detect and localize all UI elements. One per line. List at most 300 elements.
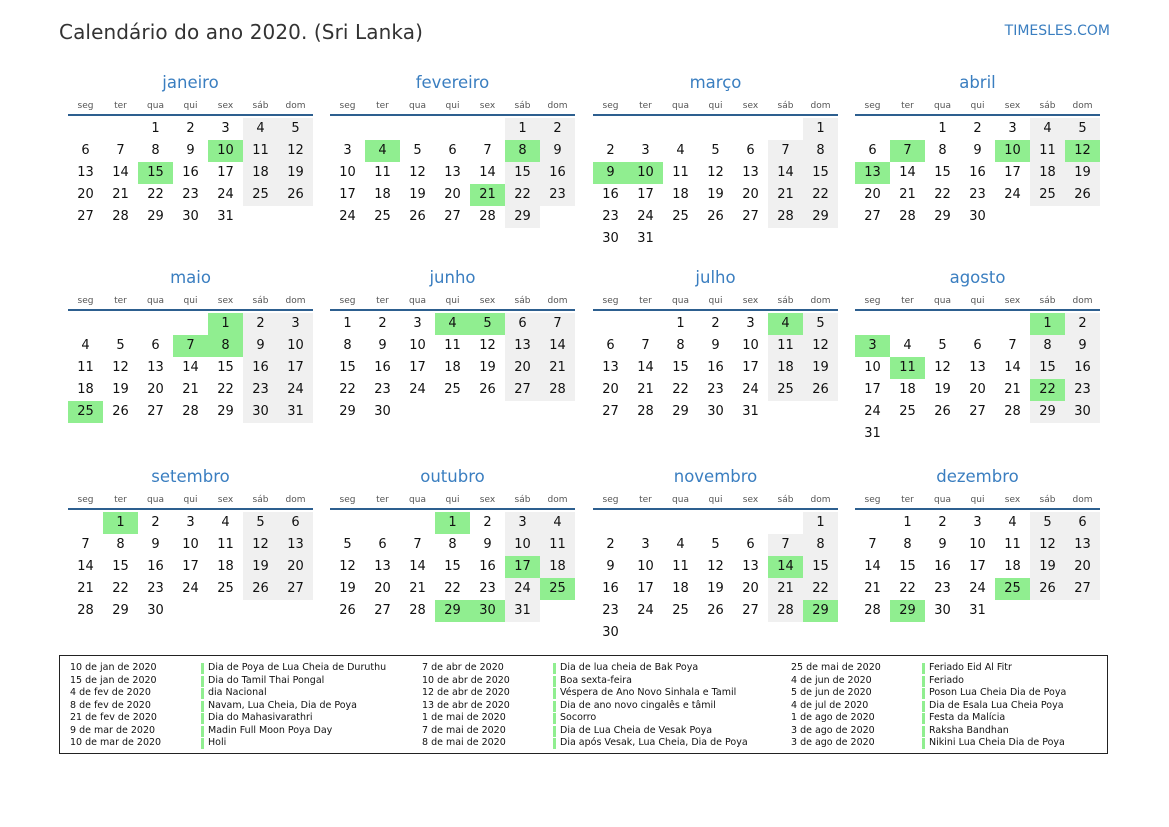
days-grid bbox=[593, 313, 838, 423]
day-cell: 4 bbox=[1008, 515, 1017, 530]
day-cell: 20 bbox=[77, 187, 94, 202]
day-cell: 7 bbox=[413, 537, 422, 552]
holiday-day-cell: 7 bbox=[890, 140, 925, 162]
day-cell: 20 bbox=[1065, 556, 1100, 578]
holiday-day-cell: 9 bbox=[593, 162, 628, 184]
days-grid bbox=[593, 118, 838, 250]
weekday-label: ter bbox=[901, 296, 914, 306]
day-cell: 17 bbox=[182, 559, 199, 574]
empty-cell bbox=[995, 313, 1030, 335]
day-cell: 17 bbox=[409, 360, 426, 375]
legend-holiday-name: Socorro bbox=[560, 712, 597, 723]
holiday-day-cell: 29 bbox=[890, 600, 925, 622]
weekday-label: dom bbox=[547, 495, 568, 505]
day-cell: 16 bbox=[602, 187, 619, 202]
day-cell: 1 bbox=[803, 118, 838, 140]
day-cell: 6 bbox=[151, 338, 160, 353]
day-cell: 9 bbox=[606, 559, 615, 574]
day-cell: 24 bbox=[864, 404, 881, 419]
holiday-day-cell: 21 bbox=[470, 184, 505, 206]
legend-holiday-name: dia Nacional bbox=[208, 687, 267, 698]
day-cell: 24 bbox=[969, 581, 986, 596]
weekday-label: sex bbox=[479, 296, 496, 306]
day-cell: 26 bbox=[934, 404, 951, 419]
weekday-header bbox=[68, 100, 313, 116]
day-cell: 23 bbox=[147, 581, 164, 596]
month-name: junho bbox=[429, 268, 476, 287]
empty-cell bbox=[733, 512, 768, 534]
day-cell: 20 bbox=[505, 357, 540, 379]
empty-cell bbox=[435, 118, 470, 140]
day-cell: 20 bbox=[147, 382, 164, 397]
legend-date: 10 de abr de 2020 bbox=[422, 674, 510, 686]
weekday-label: ter bbox=[639, 495, 652, 505]
day-cell: 27 bbox=[602, 404, 619, 419]
weekday-label: dom bbox=[810, 296, 831, 306]
day-cell: 21 bbox=[409, 581, 426, 596]
day-cell: 2 bbox=[711, 316, 720, 331]
day-cell: 12 bbox=[707, 165, 724, 180]
day-cell: 31 bbox=[278, 401, 313, 423]
weekday-label: dom bbox=[810, 101, 831, 111]
day-cell: 16 bbox=[479, 559, 496, 574]
days-grid bbox=[68, 118, 313, 228]
day-cell: 28 bbox=[768, 600, 803, 622]
day-cell: 6 bbox=[746, 143, 755, 158]
day-cell: 7 bbox=[868, 537, 877, 552]
day-cell: 11 bbox=[243, 140, 278, 162]
day-cell: 12 bbox=[934, 360, 951, 375]
legend-color-marker bbox=[922, 726, 925, 737]
day-cell: 13 bbox=[278, 534, 313, 556]
empty-cell bbox=[68, 512, 103, 534]
legend-date: 4 de jun de 2020 bbox=[791, 674, 872, 686]
legend-color-marker bbox=[553, 726, 556, 737]
day-cell: 11 bbox=[1004, 537, 1021, 552]
legend-date: 13 de abr de 2020 bbox=[422, 699, 510, 711]
empty-cell bbox=[103, 313, 138, 335]
legend-holiday-name: Holi bbox=[208, 737, 227, 748]
day-cell: 11 bbox=[444, 338, 461, 353]
weekday-label: qua bbox=[147, 101, 164, 111]
weekday-label: sex bbox=[217, 296, 234, 306]
day-cell: 31 bbox=[505, 600, 540, 622]
legend-holiday-name: Feriado Eid Al Fitr bbox=[929, 662, 1012, 673]
weekday-label: qua bbox=[934, 296, 951, 306]
legend-row bbox=[422, 725, 742, 738]
legend-row bbox=[70, 712, 390, 725]
day-cell: 2 bbox=[606, 143, 615, 158]
day-cell: 27 bbox=[742, 603, 759, 618]
day-cell: 5 bbox=[938, 338, 947, 353]
weekday-label: sáb bbox=[514, 101, 531, 111]
legend-date: 25 de mai de 2020 bbox=[791, 662, 881, 673]
empty-cell bbox=[733, 118, 768, 140]
weekday-label: qui bbox=[708, 296, 723, 306]
day-cell: 16 bbox=[934, 559, 951, 574]
day-cell: 27 bbox=[374, 603, 391, 618]
day-cell: 13 bbox=[969, 360, 986, 375]
day-cell: 20 bbox=[374, 581, 391, 596]
weekday-label: sex bbox=[217, 495, 234, 505]
legend-date: 10 de mar de 2020 bbox=[70, 737, 162, 748]
day-cell: 4 bbox=[81, 338, 90, 353]
empty-cell bbox=[855, 512, 890, 534]
legend-holiday-name: Véspera de Ano Novo Sinhala e Tamil bbox=[560, 687, 737, 698]
day-cell: 15 bbox=[803, 556, 838, 578]
day-cell: 26 bbox=[1065, 184, 1100, 206]
day-cell: 21 bbox=[864, 581, 881, 596]
day-cell: 13 bbox=[742, 165, 759, 180]
day-cell: 9 bbox=[151, 537, 160, 552]
site-link[interactable]: TIMESLES.COM bbox=[1004, 23, 1110, 39]
day-cell: 11 bbox=[374, 165, 391, 180]
month-janeiro bbox=[68, 70, 313, 228]
legend-date: 5 de jun de 2020 bbox=[791, 687, 872, 698]
day-cell: 5 bbox=[116, 338, 125, 353]
day-cell: 5 bbox=[1065, 118, 1100, 140]
day-cell: 11 bbox=[768, 335, 803, 357]
weekday-label: sáb bbox=[514, 296, 531, 306]
day-cell: 10 bbox=[409, 338, 426, 353]
day-cell: 28 bbox=[637, 404, 654, 419]
weekday-label: seg bbox=[602, 495, 619, 505]
day-cell: 30 bbox=[707, 404, 724, 419]
day-cell: 13 bbox=[742, 559, 759, 574]
day-cell: 9 bbox=[938, 537, 947, 552]
weekday-label: qua bbox=[147, 296, 164, 306]
weekday-label: qui bbox=[708, 101, 723, 111]
day-cell: 20 bbox=[864, 187, 881, 202]
day-cell: 3 bbox=[413, 316, 422, 331]
day-cell: 14 bbox=[409, 559, 426, 574]
empty-cell bbox=[628, 313, 663, 335]
month-setembro bbox=[68, 464, 313, 622]
month-name: maio bbox=[170, 268, 211, 287]
day-cell: 17 bbox=[637, 581, 654, 596]
day-cell: 20 bbox=[742, 187, 759, 202]
day-cell: 22 bbox=[505, 184, 540, 206]
day-cell: 25 bbox=[217, 581, 234, 596]
day-cell: 15 bbox=[112, 559, 129, 574]
legend-holiday-name: Feriado bbox=[929, 674, 964, 686]
legend-row bbox=[791, 675, 1111, 688]
weekday-header bbox=[593, 494, 838, 510]
weekday-label: sex bbox=[742, 101, 759, 111]
empty-cell bbox=[698, 512, 733, 534]
day-cell: 3 bbox=[343, 143, 352, 158]
day-cell: 3 bbox=[221, 121, 230, 136]
day-cell: 22 bbox=[147, 187, 164, 202]
day-cell: 24 bbox=[409, 382, 426, 397]
day-cell: 23 bbox=[969, 187, 986, 202]
weekday-label: qua bbox=[672, 495, 689, 505]
day-cell: 10 bbox=[864, 360, 881, 375]
day-cell: 10 bbox=[637, 559, 654, 574]
legend-row bbox=[70, 662, 390, 675]
legend-date: 3 de ago de 2020 bbox=[791, 737, 875, 748]
legend-holiday-name: Dia de ano novo cingalês e tâmil bbox=[560, 699, 716, 711]
holiday-day-cell: 3 bbox=[855, 335, 890, 357]
day-cell: 28 bbox=[540, 379, 575, 401]
legend-row bbox=[422, 700, 742, 713]
day-cell: 9 bbox=[483, 537, 492, 552]
day-cell: 29 bbox=[1030, 401, 1065, 423]
month-name: janeiro bbox=[162, 73, 219, 92]
day-cell: 2 bbox=[1065, 313, 1100, 335]
day-cell: 18 bbox=[1030, 162, 1065, 184]
day-cell: 10 bbox=[339, 165, 356, 180]
day-cell: 5 bbox=[711, 537, 720, 552]
legend-date: 12 de abr de 2020 bbox=[422, 687, 510, 698]
day-cell: 21 bbox=[540, 357, 575, 379]
legend-holiday-name: Dia do Mahasivarathri bbox=[208, 712, 313, 723]
holiday-day-cell: 13 bbox=[855, 162, 890, 184]
legend-row bbox=[791, 687, 1111, 700]
day-cell: 5 bbox=[413, 143, 422, 158]
weekday-header bbox=[68, 494, 313, 510]
day-cell: 11 bbox=[540, 534, 575, 556]
day-cell: 5 bbox=[1030, 512, 1065, 534]
day-cell: 4 bbox=[676, 143, 685, 158]
legend-row bbox=[70, 700, 390, 713]
day-cell: 1 bbox=[803, 512, 838, 534]
day-cell: 4 bbox=[243, 118, 278, 140]
weekday-header bbox=[330, 100, 575, 116]
day-cell: 18 bbox=[217, 559, 234, 574]
day-cell: 4 bbox=[903, 338, 912, 353]
day-cell: 23 bbox=[1065, 379, 1100, 401]
day-cell: 16 bbox=[540, 162, 575, 184]
weekday-label: sex bbox=[217, 101, 234, 111]
month-name: abril bbox=[959, 73, 996, 92]
day-cell: 3 bbox=[1008, 121, 1017, 136]
weekday-label: ter bbox=[114, 495, 127, 505]
day-cell: 17 bbox=[339, 187, 356, 202]
weekday-label: ter bbox=[376, 495, 389, 505]
day-cell: 27 bbox=[77, 209, 94, 224]
legend-date: 7 de abr de 2020 bbox=[422, 662, 504, 673]
day-cell: 14 bbox=[1004, 360, 1021, 375]
weekday-label: qua bbox=[409, 495, 426, 505]
empty-cell bbox=[68, 118, 103, 140]
day-cell: 24 bbox=[742, 382, 759, 397]
day-cell: 29 bbox=[934, 209, 951, 224]
weekday-header bbox=[855, 295, 1100, 311]
day-cell: 21 bbox=[112, 187, 129, 202]
day-cell: 26 bbox=[1030, 578, 1065, 600]
weekday-label: seg bbox=[339, 101, 356, 111]
legend-date: 3 de ago de 2020 bbox=[791, 724, 875, 736]
day-cell: 28 bbox=[864, 603, 881, 618]
holiday-day-cell: 10 bbox=[208, 140, 243, 162]
weekday-label: sex bbox=[479, 101, 496, 111]
day-cell: 18 bbox=[672, 187, 689, 202]
day-cell: 15 bbox=[339, 360, 356, 375]
day-cell: 29 bbox=[112, 603, 129, 618]
legend-holiday-name: Dia de Esala Lua Cheia Poya bbox=[929, 699, 1064, 711]
day-cell: 14 bbox=[182, 360, 199, 375]
day-cell: 31 bbox=[217, 209, 234, 224]
empty-cell bbox=[103, 118, 138, 140]
day-cell: 14 bbox=[77, 559, 94, 574]
day-cell: 6 bbox=[505, 313, 540, 335]
holiday-day-cell: 14 bbox=[768, 556, 803, 578]
holiday-day-cell: 1 bbox=[208, 313, 243, 335]
day-cell: 15 bbox=[217, 360, 234, 375]
day-cell: 26 bbox=[339, 603, 356, 618]
weekday-label: ter bbox=[901, 101, 914, 111]
day-cell: 24 bbox=[217, 187, 234, 202]
day-cell: 17 bbox=[864, 382, 881, 397]
day-cell: 12 bbox=[479, 338, 496, 353]
day-cell: 21 bbox=[899, 187, 916, 202]
day-cell: 22 bbox=[444, 581, 461, 596]
day-cell: 8 bbox=[1030, 335, 1065, 357]
day-cell: 1 bbox=[505, 118, 540, 140]
empty-cell bbox=[173, 313, 208, 335]
day-cell: 16 bbox=[243, 357, 278, 379]
day-cell: 13 bbox=[602, 360, 619, 375]
day-cell: 21 bbox=[768, 184, 803, 206]
day-cell: 2 bbox=[151, 515, 160, 530]
day-cell: 2 bbox=[606, 537, 615, 552]
weekday-label: dom bbox=[285, 495, 306, 505]
month-outubro bbox=[330, 464, 575, 622]
legend-holiday-name: Raksha Bandhan bbox=[929, 724, 1009, 736]
day-cell: 20 bbox=[602, 382, 619, 397]
day-cell: 9 bbox=[378, 338, 387, 353]
day-cell: 6 bbox=[1065, 512, 1100, 534]
month-name: outubro bbox=[420, 467, 485, 486]
day-cell: 22 bbox=[339, 382, 356, 397]
day-cell: 25 bbox=[672, 209, 689, 224]
day-cell: 19 bbox=[707, 581, 724, 596]
month-fevereiro bbox=[330, 70, 575, 228]
month-abril bbox=[855, 70, 1100, 228]
day-cell: 31 bbox=[969, 603, 986, 618]
empty-cell bbox=[698, 118, 733, 140]
day-cell: 30 bbox=[182, 209, 199, 224]
day-cell: 15 bbox=[934, 165, 951, 180]
day-cell: 24 bbox=[339, 209, 356, 224]
weekday-label: qua bbox=[934, 495, 951, 505]
day-cell: 18 bbox=[77, 382, 94, 397]
holiday-day-cell: 1 bbox=[1030, 313, 1065, 335]
day-cell: 10 bbox=[505, 534, 540, 556]
holiday-day-cell: 29 bbox=[803, 600, 838, 622]
month-maio bbox=[68, 265, 313, 423]
day-cell: 21 bbox=[182, 382, 199, 397]
legend-holiday-name: Festa da Malícia bbox=[929, 712, 1006, 723]
day-cell: 27 bbox=[278, 578, 313, 600]
day-cell: 16 bbox=[147, 559, 164, 574]
legend-holiday-name: Dia de Lua Cheia de Vesak Poya bbox=[560, 724, 713, 736]
day-cell: 14 bbox=[899, 165, 916, 180]
legend-color-marker bbox=[922, 738, 925, 749]
day-cell: 23 bbox=[602, 603, 619, 618]
holiday-day-cell: 25 bbox=[68, 401, 103, 423]
day-cell: 27 bbox=[505, 379, 540, 401]
day-cell: 23 bbox=[243, 379, 278, 401]
weekday-label: sex bbox=[1004, 495, 1021, 505]
empty-cell bbox=[663, 118, 698, 140]
day-cell: 3 bbox=[278, 313, 313, 335]
legend-row bbox=[422, 675, 742, 688]
day-cell: 7 bbox=[483, 143, 492, 158]
day-cell: 6 bbox=[868, 143, 877, 158]
day-cell: 21 bbox=[637, 382, 654, 397]
day-cell: 25 bbox=[374, 209, 391, 224]
page-title: Calendário do ano 2020. (Sri Lanka) bbox=[59, 20, 424, 44]
weekday-label: seg bbox=[77, 296, 94, 306]
weekday-label: qua bbox=[409, 101, 426, 111]
day-cell: 13 bbox=[505, 335, 540, 357]
day-cell: 5 bbox=[343, 537, 352, 552]
weekday-label: qui bbox=[708, 495, 723, 505]
holiday-day-cell: 30 bbox=[470, 600, 505, 622]
weekday-label: dom bbox=[1072, 101, 1093, 111]
day-cell: 18 bbox=[374, 187, 391, 202]
day-cell: 17 bbox=[1004, 165, 1021, 180]
day-cell: 23 bbox=[934, 581, 951, 596]
days-grid bbox=[68, 313, 313, 423]
day-cell: 21 bbox=[77, 581, 94, 596]
day-cell: 8 bbox=[151, 143, 160, 158]
legend-color-marker bbox=[922, 676, 925, 687]
empty-cell bbox=[628, 118, 663, 140]
empty-cell bbox=[330, 118, 365, 140]
weekday-label: sáb bbox=[777, 495, 794, 505]
days-grid bbox=[855, 512, 1100, 622]
day-cell: 13 bbox=[1065, 534, 1100, 556]
weekday-label: dom bbox=[1072, 296, 1093, 306]
day-cell: 24 bbox=[637, 603, 654, 618]
day-cell: 12 bbox=[278, 140, 313, 162]
day-cell: 3 bbox=[641, 143, 650, 158]
day-cell: 6 bbox=[81, 143, 90, 158]
day-cell: 4 bbox=[676, 537, 685, 552]
empty-cell bbox=[628, 512, 663, 534]
weekday-label: sex bbox=[742, 495, 759, 505]
month-name: fevereiro bbox=[415, 73, 490, 92]
day-cell: 28 bbox=[479, 209, 496, 224]
legend-holiday-name: Dia do Tamil Thai Pongal bbox=[208, 674, 325, 686]
days-grid bbox=[330, 512, 575, 622]
day-cell: 17 bbox=[217, 165, 234, 180]
legend-column bbox=[70, 662, 390, 750]
day-cell: 25 bbox=[672, 603, 689, 618]
days-grid bbox=[855, 118, 1100, 228]
day-cell: 23 bbox=[479, 581, 496, 596]
day-cell: 22 bbox=[217, 382, 234, 397]
legend-date: 8 de mai de 2020 bbox=[422, 737, 506, 748]
month-março bbox=[593, 70, 838, 250]
day-cell: 14 bbox=[637, 360, 654, 375]
legend-color-marker bbox=[922, 713, 925, 724]
day-cell: 22 bbox=[934, 187, 951, 202]
weekday-label: qui bbox=[445, 101, 460, 111]
day-cell: 2 bbox=[243, 313, 278, 335]
day-cell: 16 bbox=[1065, 357, 1100, 379]
day-cell: 2 bbox=[973, 121, 982, 136]
day-cell: 28 bbox=[112, 209, 129, 224]
weekday-header bbox=[330, 494, 575, 510]
month-junho bbox=[330, 265, 575, 423]
day-cell: 28 bbox=[899, 209, 916, 224]
day-cell: 25 bbox=[899, 404, 916, 419]
legend-row bbox=[422, 712, 742, 725]
